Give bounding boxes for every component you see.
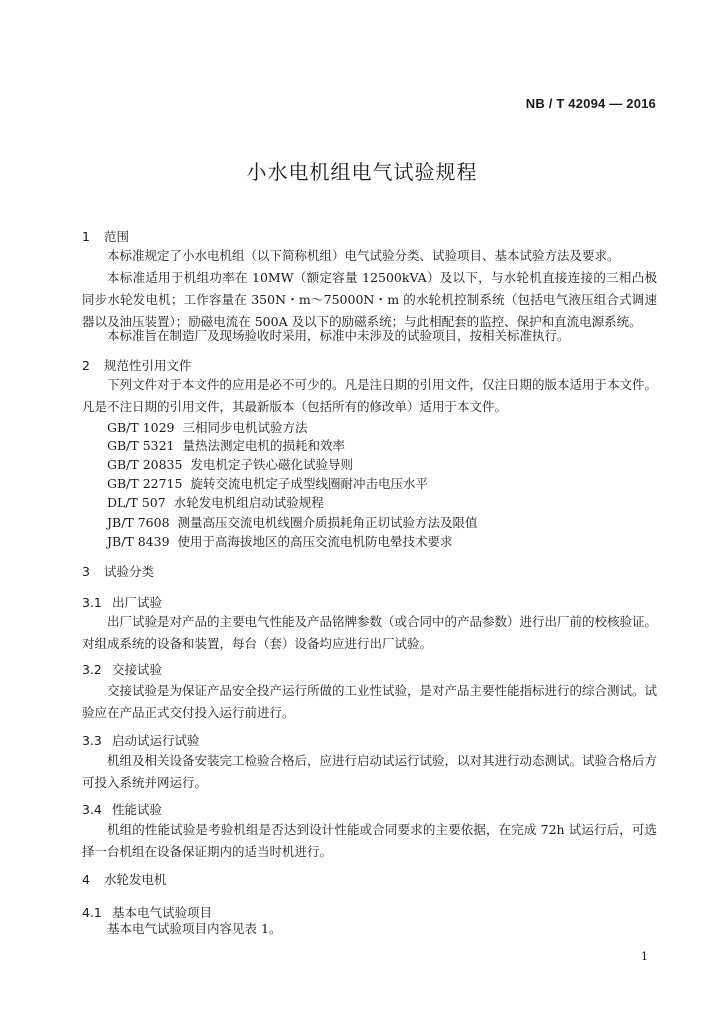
subsection-number: 3.1: [82, 595, 102, 610]
paragraph: 下列文件对于本文件的应用是必不可少的。凡是注日期的引用文件，仅注日期的版本适用于本文件。凡是不注日期的引用文件，其最新版本（包括所有的修改单）适用于本文件。: [82, 377, 658, 414]
subsection-title: 交接试验: [112, 662, 163, 677]
reference-title: 水轮发电机组启动试验规程: [173, 495, 324, 510]
section-number: 3: [82, 564, 90, 579]
paragraph: 交接试验是为保证产品安全投产运行所做的工业性试验，是对产品主要性能指标进行的综合测试。试验应在产品正式交付投入运行前进行。: [82, 683, 658, 720]
reference-code: DL/T 507: [107, 495, 166, 510]
reference-title: 使用于高海拔地区的高压交流电机防电晕技术要求: [177, 534, 453, 549]
section-title: 试验分类: [104, 564, 155, 579]
subsection-number: 3.3: [82, 733, 102, 748]
section-number: 1: [82, 229, 90, 244]
section-title: 水轮发电机: [104, 872, 167, 887]
reference-code: JB/T 7608: [107, 515, 170, 530]
section-2-heading: [82, 356, 192, 374]
reference-item: [107, 455, 353, 473]
reference-code: JB/T 8439: [107, 534, 170, 549]
page-number: 1: [641, 950, 648, 963]
section-1-heading: [82, 227, 129, 245]
reference-item: [107, 436, 345, 454]
standard-code: NB / T 42094 — 2016: [525, 96, 656, 111]
paragraph: 机组及相关设备安装完工检验合格后，应进行启动试运行试验，以对其进行动态测试。试验合格后方可投入系统并网运行。: [82, 753, 658, 790]
subsection-number: 3.4: [82, 802, 102, 817]
document-title: 小水电机组电气试验规程: [246, 160, 478, 184]
section-4-heading: [82, 870, 167, 888]
paragraph: 本标准适用于机组功率在 10MW（额定容量 12500kVA）及以下，与水轮机直接连接的三相凸极同步水轮发电机；工作容量在 350N・m～75000N・m 的水轮机控制系统（包括电气液压组合式调速器以及油压装置）；励磁电流在 500A 及以下的励磁系统；与此相配套的监控、保护和直流电源系统。: [82, 270, 657, 329]
subsection-title: 基本电气试验项目: [112, 905, 213, 920]
reference-title: 旋转交流电机定子成型线圈耐冲击电压水平: [190, 476, 428, 491]
reference-code: GB/T 5321: [107, 438, 175, 453]
reference-item: [107, 474, 428, 492]
reference-code: GB/T 1029: [107, 420, 175, 435]
subsection-title: 启动试运行试验: [112, 733, 200, 748]
reference-title: 发电机定子铁心磁化试验导则: [190, 457, 353, 472]
reference-code: GB/T 20835: [107, 457, 183, 472]
paragraph: 出厂试验是对产品的主要电气性能及产品铭牌参数（或合同中的产品参数）进行出厂前的校核验证。对组成系统的设备和装置，每台（套）设备均应进行出厂试验。: [82, 614, 658, 651]
paragraph: 本标准规定了小水电机组（以下简称机组）电气试验分类、试验项目、基本试验方法及要求。: [107, 248, 620, 263]
reference-title: 三相同步电机试验方法: [182, 420, 308, 435]
reference-item: [107, 513, 478, 531]
section-number: 4: [82, 872, 90, 887]
subsection-heading: [82, 660, 162, 678]
subsection-title: 性能试验: [112, 802, 163, 817]
subsection-heading: [82, 731, 200, 749]
reference-item: [107, 532, 453, 550]
reference-item: [107, 493, 324, 511]
reference-item: [107, 418, 308, 436]
subsection-heading: [82, 800, 162, 818]
paragraph: 机组的性能试验是考验机组是否达到设计性能或合同要求的主要依据，在完成 72h 试运行后，可选择一台机组在设备保证期内的适当时机进行。: [82, 822, 657, 859]
paragraph: 本标准旨在制造厂及现场验收时采用，标准中未涉及的试验项目，按相关标准执行。: [107, 328, 570, 343]
reference-title: 测量高压交流电机线圈介质损耗角正切试验方法及限值: [177, 515, 478, 530]
reference-title: 量热法测定电机的损耗和效率: [182, 438, 346, 453]
subsection-title: 出厂试验: [112, 595, 163, 610]
paragraph: 基本电气试验项目内容见表 1。: [107, 921, 282, 936]
subsection-heading: [82, 593, 162, 611]
section-title: 规范性引用文件: [104, 358, 192, 373]
section-3-heading: [82, 562, 154, 580]
section-title: 范围: [104, 229, 130, 244]
subsection-number: 4.1: [82, 905, 102, 920]
section-number: 2: [82, 358, 90, 373]
reference-code: GB/T 22715: [107, 476, 183, 491]
subsection-number: 3.2: [82, 662, 102, 677]
